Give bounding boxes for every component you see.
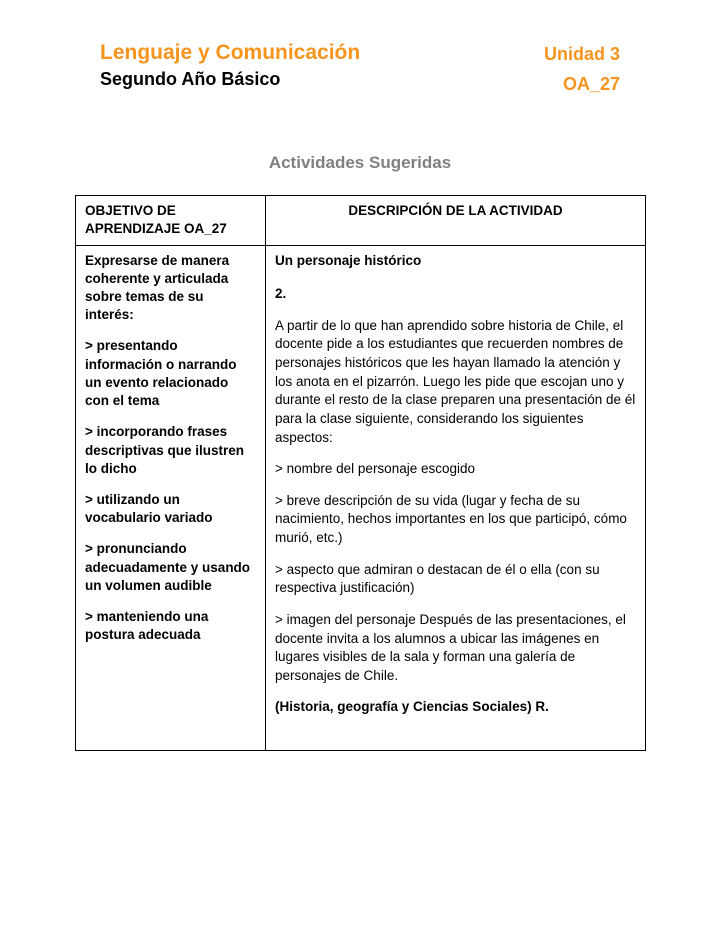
objective-column-header: OBJETIVO DE APRENDIZAJE OA_27	[76, 196, 266, 245]
activity-description-cell	[266, 245, 646, 750]
page-title: Actividades Sugeridas	[268, 153, 452, 173]
activity-paragraph: > breve descripción de su vida (lugar y fecha de su nacimiento, hechos importantes en los que participó, cómo murió, etc.)	[275, 492, 627, 546]
objective-bullet: > pronunciando adecuadamente y usando un volumen audible	[85, 541, 251, 593]
unit-label: Unidad 3	[543, 44, 620, 64]
subject-title: Lenguaje y Comunicación	[100, 41, 361, 64]
objective-bullet: > manteniendo una postura adecuada	[85, 609, 209, 643]
activity-paragraph: > imagen del personaje Después de las presentaciones, el docente invita a los alumnos a ubicar las imágenes en lugares visibles de la sala y forman una galería de personajes de Chile.	[275, 611, 626, 683]
activities-table	[75, 195, 646, 750]
activity-number: 2.	[275, 286, 287, 302]
document-header	[0, 0, 720, 95]
table-body-row	[76, 245, 646, 750]
header-left-block	[100, 40, 360, 91]
grade-subtitle: Segundo Año Básico	[100, 69, 281, 90]
activity-paragraph: A partir de lo que han aprendido sobre historia de Chile, el docente pide a los estudiantes que recuerden nombres de personajes históricos que les hayan llamado la atención y los anota en el pizarrón. Luego les pide que escojan uno y durante el resto de la clase preparen una presentación de él para la clase siguiente, considerando los siguientes aspectos:	[275, 317, 636, 445]
objective-bullet: > utilizando un vocabulario variado	[85, 491, 213, 526]
activity-paragraph: > aspecto que admiran o destacan de él o ella (con su respectiva justificación)	[275, 561, 600, 596]
oa-label: OA_27	[562, 73, 620, 94]
description-column-header: DESCRIPCIÓN DE LA ACTIVIDAD	[266, 196, 646, 245]
header-right-block	[544, 40, 620, 95]
activity-footer: (Historia, geografía y Ciencias Sociales) R.	[275, 699, 549, 715]
objective-cell	[76, 245, 266, 750]
activity-paragraph: > nombre del personaje escogido	[275, 461, 476, 477]
activity-title: Un personaje histórico	[275, 252, 422, 268]
table-header-row	[76, 196, 646, 245]
objective-intro: Expresarse de manera coherente y articulada sobre temas de su interés:	[85, 252, 230, 323]
objective-bullet: > presentando información o narrando un evento relacionado con el tema	[85, 338, 237, 409]
objective-bullet: > incorporando frases descriptivas que ilustren lo dicho	[85, 424, 245, 476]
